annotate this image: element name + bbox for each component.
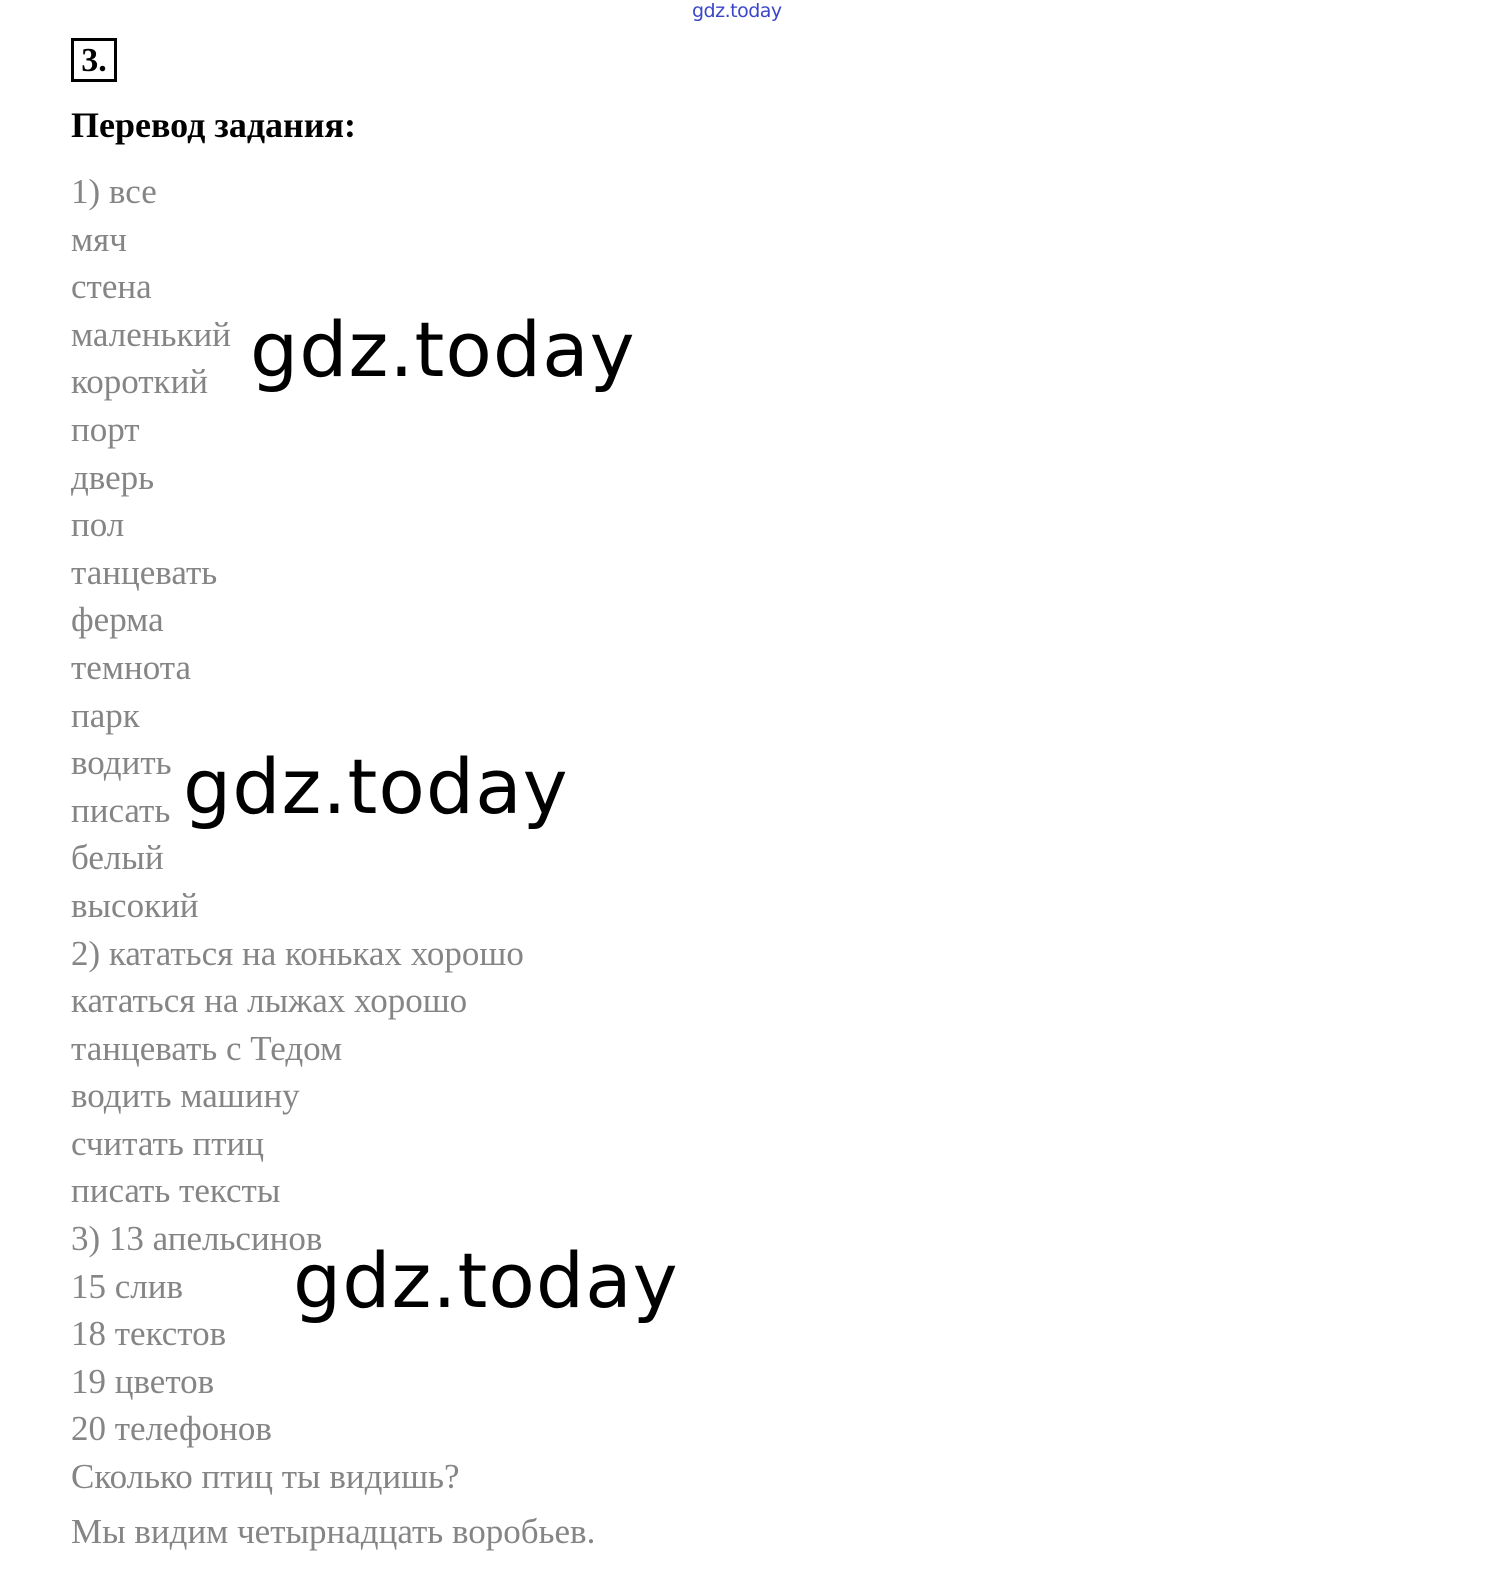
- list-item: 3) 13 апельсинов: [71, 1219, 323, 1259]
- watermark-logo: gdz.today: [250, 305, 636, 394]
- list-item: писать: [71, 790, 171, 830]
- list-item: кататься на лыжах хорошо: [71, 981, 468, 1021]
- list-item: высокий: [71, 885, 199, 925]
- list-item: маленький: [71, 314, 231, 354]
- list-item: 20 телефонов: [71, 1409, 272, 1449]
- list-item: дверь: [71, 457, 155, 497]
- list-item: писать тексты: [71, 1171, 281, 1211]
- list-item: Сколько птиц ты видишь?: [71, 1457, 460, 1497]
- list-item: стена: [71, 267, 152, 307]
- top-watermark: gdz.today: [692, 0, 782, 22]
- list-item: белый: [71, 838, 164, 878]
- list-item: танцевать: [71, 552, 218, 592]
- watermark-logo: gdz.today: [293, 1236, 679, 1325]
- final-sentence: Мы видим четырнадцать воробьев.: [71, 1512, 596, 1551]
- page-heading: Перевод задания:: [71, 105, 356, 145]
- list-item: пол: [71, 505, 125, 545]
- watermark-logo: gdz.today: [183, 742, 569, 831]
- list-item: водить: [71, 743, 172, 783]
- task-number-box: 3.: [71, 38, 117, 82]
- list-item: 18 текстов: [71, 1314, 227, 1354]
- list-item: парк: [71, 695, 140, 735]
- list-item: танцевать с Тедом: [71, 1028, 343, 1068]
- list-item: мяч: [71, 219, 127, 259]
- list-item: 2) кататься на коньках хорошо: [71, 933, 524, 973]
- list-item: короткий: [71, 362, 209, 402]
- list-item: водить машину: [71, 1076, 300, 1116]
- list-item: темнота: [71, 647, 192, 687]
- list-item: 15 слив: [71, 1266, 184, 1306]
- list-item: считать птиц: [71, 1123, 265, 1163]
- list-item: порт: [71, 409, 140, 449]
- list-item: ферма: [71, 600, 164, 640]
- list-item: 19 цветов: [71, 1361, 215, 1401]
- list-item: 1) все: [71, 172, 157, 211]
